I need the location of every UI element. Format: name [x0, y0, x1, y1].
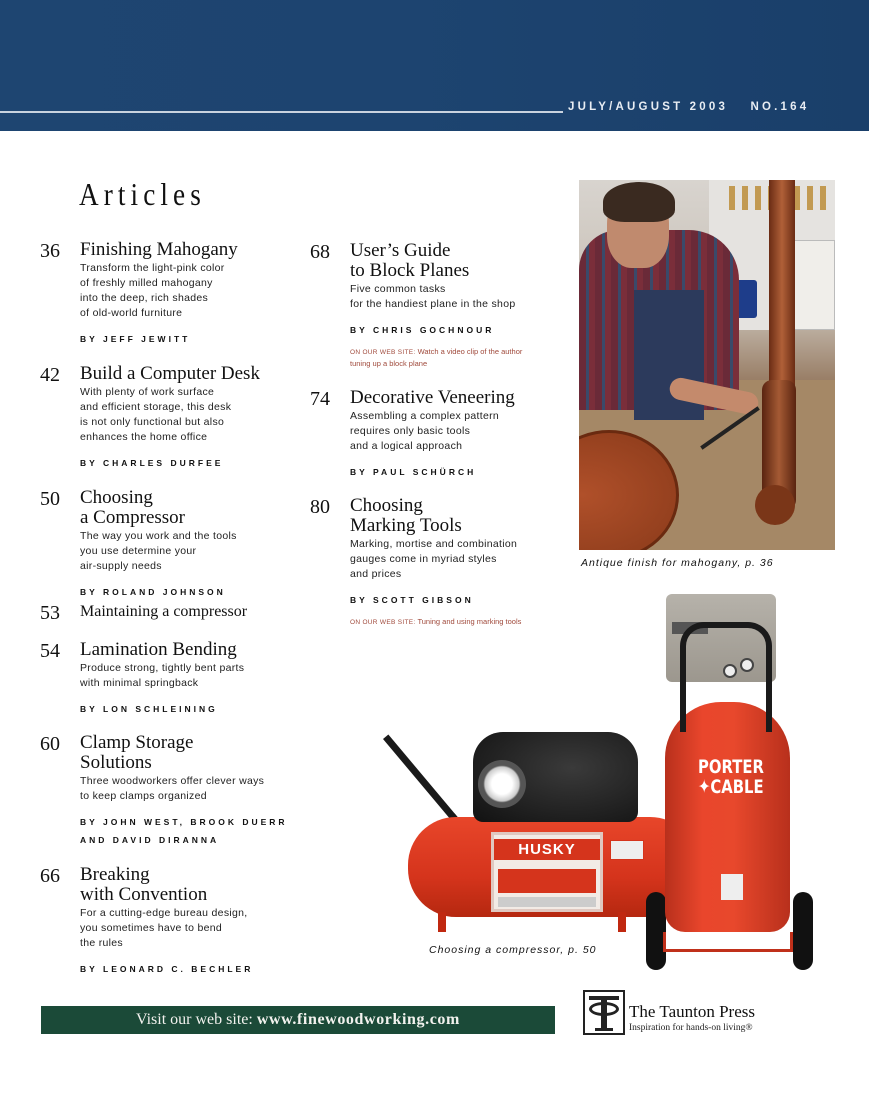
article-title: Maintaining a compressor	[80, 603, 248, 620]
article-title: User’s Guide to Block Planes	[350, 240, 470, 281]
article-title: Lamination Bending	[80, 639, 237, 660]
article-title: Choosing Marking Tools	[350, 495, 462, 536]
masthead-band	[0, 0, 869, 131]
publisher-name: The Taunton Press	[629, 1002, 755, 1021]
website-banner-prefix: Visit our web site:	[136, 1011, 257, 1028]
masthead-rule	[0, 111, 563, 113]
issue-number: NO.164	[750, 101, 810, 113]
byline: BY PAUL SCHÜRCH	[350, 467, 477, 477]
gauge-icon	[723, 664, 737, 678]
article-title: Clamp Storage Solutions	[80, 732, 194, 773]
warranty-badge	[610, 840, 644, 860]
article-title: Finishing Mahogany	[80, 239, 238, 260]
byline: BY JOHN WEST, BROOK DUERR AND DAVID DIRANNA	[80, 817, 288, 845]
byline: BY LEONARD C. BECHLER	[80, 964, 254, 974]
section-title: Articles	[79, 176, 206, 212]
byline: BY SCOTT GIBSON	[350, 595, 474, 605]
page-number: 68	[310, 241, 330, 263]
web-site-label: ON OUR WEB SITE:	[350, 349, 416, 356]
gauge-icon	[740, 658, 754, 672]
page-number: 66	[40, 865, 60, 887]
article-description: Five common tasks for the handiest plane in the shop	[350, 283, 516, 310]
article-description: Produce strong, tightly bent parts with minimal springback	[80, 662, 245, 689]
article-title: Build a Computer Desk	[80, 363, 260, 384]
page-number: 53	[40, 602, 60, 624]
byline: BY ROLAND JOHNSON	[80, 587, 226, 597]
page-number: 74	[310, 388, 330, 410]
article-description: The way you work and the tools you use determine your air-supply needs	[80, 530, 237, 572]
page-number: 36	[40, 240, 60, 262]
byline: BY CHARLES DURFEE	[80, 458, 224, 468]
page-number: 50	[40, 488, 60, 510]
taunton-logo-icon	[583, 990, 625, 1035]
web-site-note[interactable]: ON OUR WEB SITE: Watch a video clip of the author tuning up a block plane	[350, 347, 523, 368]
article-title: Choosing a Compressor	[80, 487, 186, 528]
mahogany-photo-caption: Antique finish for mahogany, p. 36	[581, 557, 774, 569]
compressor-photo	[378, 592, 818, 974]
article-title: Decorative Veneering	[350, 387, 515, 408]
web-site-note[interactable]: ON OUR WEB SITE: Tuning and using marking tools	[350, 617, 522, 626]
byline: BY CHRIS GOCHNOUR	[350, 325, 495, 335]
porter-cable-logo: PORTER ✦CABLE	[698, 756, 764, 798]
byline: BY LON SCHLEINING	[80, 704, 218, 714]
website-url-link[interactable]: www.finewoodworking.com	[256, 1011, 460, 1028]
compressor-photo-caption: Choosing a compressor, p. 50	[429, 944, 597, 956]
article-description: Transform the light-pink color of freshly milled mahogany into the deep, rich shades of old-world furniture	[80, 262, 225, 319]
mahogany-finishing-photo	[579, 180, 835, 550]
website-banner[interactable]	[41, 1006, 555, 1034]
byline: BY JEFF JEWITT	[80, 334, 191, 344]
page-number: 42	[40, 364, 60, 386]
article-description: Marking, mortise and combination gauges come in myriad styles and prices	[350, 538, 518, 580]
husky-label: HUSKY	[491, 832, 603, 912]
page-number: 60	[40, 733, 60, 755]
page-number: 80	[310, 496, 330, 518]
article-description: With plenty of work surface and efficient storage, this desk is not only functional but also enhances the home office	[80, 386, 232, 443]
article-description: For a cutting-edge bureau design, you sometimes have to bend the rules	[80, 907, 248, 949]
article-description: Three woodworkers offer clever ways to keep clamps organized	[80, 775, 265, 802]
issue-date: JULY/AUGUST 2003	[568, 101, 729, 113]
publisher-tagline: Inspiration for hands-on living®	[629, 1023, 753, 1033]
page-number: 54	[40, 640, 60, 662]
article-description: Assembling a complex pattern requires only basic tools and a logical approach	[350, 410, 500, 452]
issue-line	[568, 101, 809, 113]
web-site-label: ON OUR WEB SITE:	[350, 619, 416, 626]
article-title: Breaking with Convention	[80, 864, 208, 905]
